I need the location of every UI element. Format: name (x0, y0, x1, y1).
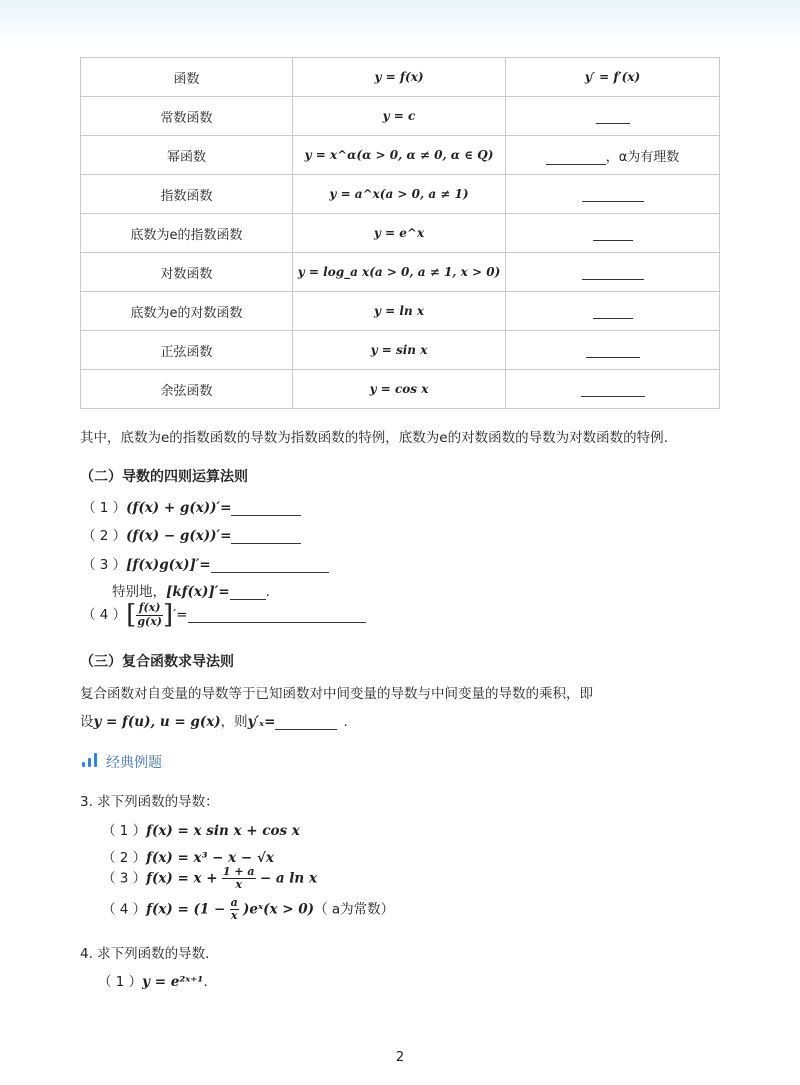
answer-blank[interactable] (231, 501, 301, 516)
function-name-cell: 对数函数 (81, 253, 293, 292)
rule-label: （ 1 ） (82, 500, 127, 516)
fraction-numerator: a (230, 896, 238, 909)
rule-label: （ 2 ） (82, 528, 127, 544)
math-expr: y = f(u), u = g(x) (93, 714, 221, 730)
function-name-cell: 幂函数 (81, 136, 293, 175)
bar-chart-icon (82, 753, 98, 767)
item-label: （ 4 ） (102, 901, 147, 918)
function-expr-cell: y = x^α(α > 0, α ≠ 0, α ∈ Q) (293, 136, 506, 175)
table-row (81, 370, 720, 409)
body-text (80, 710, 348, 730)
table-row (81, 292, 720, 331)
function-expr-cell: y = cos x (293, 370, 506, 409)
function-name-cell: 余弦函数 (81, 370, 293, 409)
answer-blank[interactable] (546, 150, 606, 165)
text-span: （ a为常数） (314, 901, 395, 918)
bracket-glyph: ] (163, 600, 174, 630)
rule-expr: [kf(x)]′= (166, 584, 230, 600)
answer-blank[interactable] (582, 265, 644, 280)
rule-expr: ′= (173, 607, 188, 623)
answer-cell (506, 370, 720, 409)
table-header-cell: 函数 (81, 58, 293, 97)
math-expr: f(x) = x sin x + cos x (146, 823, 300, 839)
item-label: （ 2 ） (102, 850, 147, 866)
math-expr: )eˣ(x > 0) (243, 901, 315, 918)
function-expr-cell: y = c (293, 97, 506, 136)
rule-text: 特别地， (112, 584, 166, 600)
math-expr: y′ₓ= (247, 714, 276, 730)
rule-line (82, 553, 329, 573)
question-stem: 4. 求下列函数的导数． (80, 946, 219, 962)
function-name-cell: 底数为e的对数函数 (81, 292, 293, 331)
answer-cell (506, 136, 720, 175)
function-name-cell: 正弦函数 (81, 331, 293, 370)
fraction-numerator: 1 + a (222, 865, 255, 878)
rule-line (82, 496, 301, 516)
function-expr-cell: y = sin x (293, 331, 506, 370)
answer-blank[interactable] (581, 382, 645, 397)
rule-expr: [f(x)g(x)]′= (126, 557, 211, 573)
fraction (222, 866, 256, 891)
answer-blank[interactable] (211, 558, 329, 573)
table-row (81, 253, 720, 292)
derivative-table (80, 57, 720, 409)
table-row (81, 331, 720, 370)
bracket-glyph: [ (126, 600, 137, 630)
rule-expr: (f(x) − g(x))′= (126, 528, 232, 544)
text-span: ，则 (220, 714, 248, 730)
function-expr-cell: y = ln x (293, 292, 506, 331)
table-row (81, 214, 720, 253)
answer-blank[interactable] (593, 226, 633, 241)
body-text: 复合函数对自变量的导数等于已知函数对中间变量的导数与中间变量的导数的乘积，即 (80, 686, 593, 702)
fraction (230, 897, 239, 922)
question-item (98, 970, 208, 990)
text-span: 设 (80, 714, 94, 730)
fraction-denominator: g(x) (137, 614, 162, 628)
answer-blank[interactable] (596, 109, 630, 124)
answer-suffix: ，α为有理数 (605, 149, 680, 165)
question-item (102, 866, 317, 891)
function-name-cell: 底数为e的指数函数 (81, 214, 293, 253)
answer-blank[interactable] (593, 304, 633, 319)
fraction-denominator: x (235, 878, 242, 892)
table-header-cell: y = f(x) (293, 58, 506, 97)
rule-text: . (265, 584, 270, 600)
page-header-band (0, 0, 800, 44)
item-label: （ 1 ） (98, 974, 143, 990)
answer-blank[interactable] (230, 585, 266, 600)
examples-heading: 经典例题 (106, 755, 162, 771)
item-label: （ 3 ） (102, 870, 147, 887)
answer-cell (506, 175, 720, 214)
fraction-denominator: x (230, 909, 238, 923)
text-span: . (343, 714, 348, 730)
rule-label: （ 4 ） (82, 607, 127, 623)
answer-blank[interactable] (231, 529, 301, 544)
answer-blank[interactable] (582, 187, 644, 202)
table-note: 其中，底数为e的指数函数的导数为指数函数的特例，底数为e的对数函数的导数为对数函数的特例. (80, 430, 668, 446)
table-header-row (81, 58, 720, 97)
table-row (81, 136, 720, 175)
function-expr-cell: y = log_a x(a > 0, a ≠ 1, x > 0) (293, 253, 506, 292)
answer-cell (506, 214, 720, 253)
page-number: 2 (395, 1050, 405, 1065)
question-stem: 3. 求下列函数的导数： (80, 794, 219, 810)
function-name-cell: 常数函数 (81, 97, 293, 136)
math-expr: − a ln x (259, 870, 317, 887)
math-expr: f(x) = (1 − (146, 901, 226, 918)
answer-blank[interactable] (586, 343, 640, 358)
question-item (102, 819, 300, 839)
fraction-numerator: f(x) (136, 602, 163, 615)
rule-line (82, 600, 366, 630)
item-label: （ 1 ） (102, 823, 147, 839)
answer-cell (506, 292, 720, 331)
answer-blank[interactable] (275, 715, 337, 730)
section-title: （三）复合函数求导法则 (80, 654, 234, 670)
section-title: （二）导数的四则运算法则 (80, 469, 248, 485)
answer-cell (506, 331, 720, 370)
rule-line (82, 524, 301, 544)
function-name-cell: 指数函数 (81, 175, 293, 214)
table-header-cell: y′ = f′(x) (506, 58, 720, 97)
table-row (81, 97, 720, 136)
answer-cell (506, 97, 720, 136)
text-span: . (203, 974, 208, 990)
math-expr: f(x) = x³ − x − √x (146, 850, 274, 866)
function-expr-cell: y = e^x (293, 214, 506, 253)
rule-expr: (f(x) + g(x))′= (126, 500, 232, 516)
answer-blank[interactable] (188, 608, 366, 623)
rule-line (112, 580, 270, 600)
rule-label: （ 3 ） (82, 557, 127, 573)
math-expr: y = e²ˣ⁺¹ (142, 974, 204, 990)
table-row (81, 175, 720, 214)
answer-cell (506, 253, 720, 292)
question-item (102, 897, 394, 922)
question-item (102, 846, 274, 866)
fraction (136, 602, 163, 627)
function-expr-cell: y = a^x(a > 0, a ≠ 1) (293, 175, 506, 214)
math-expr: f(x) = x + (146, 870, 218, 887)
